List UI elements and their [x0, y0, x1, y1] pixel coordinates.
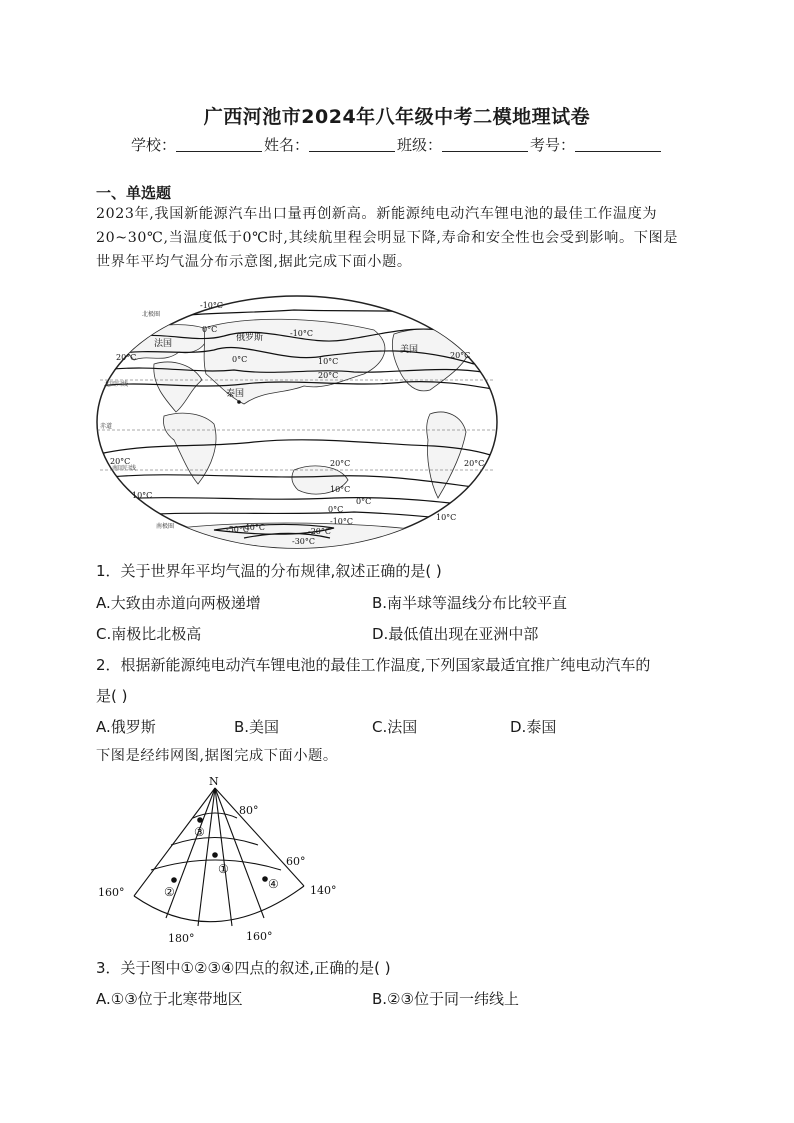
- isotherm-label: -20°C: [308, 527, 332, 536]
- point-3-label: ③: [194, 825, 205, 839]
- point-2-label: ②: [164, 885, 175, 899]
- question-2-stem-line1: 2．根据新能源纯电动汽车锂电池的最佳工作温度,下列国家最适宜推广纯电动汽车的: [96, 656, 651, 674]
- isotherm-label: -50°C: [226, 525, 250, 534]
- isotherm-label: -10°C: [330, 517, 354, 526]
- intro-line: 20~30℃,当温度低于0℃时,其续航里程会明显下降,寿命和安全性也会受到影响。下图是: [96, 230, 679, 247]
- intro-paragraph: [96, 202, 700, 274]
- parallel-line: [171, 838, 258, 846]
- isotherm-label: 20°C: [116, 353, 137, 362]
- name-blank: [309, 136, 395, 152]
- section-title: 一、单选题: [96, 184, 172, 202]
- tropic-cancer-label: 北回归线: [104, 381, 129, 388]
- isotherm-label: -10°C: [290, 329, 314, 338]
- q2-option-a[interactable]: A.俄罗斯: [96, 718, 156, 736]
- intro-2: 下图是经纬网图,据图完成下面小题。: [96, 748, 338, 764]
- isotherm-label: 10°C: [330, 485, 351, 494]
- isotherm-label: 0°C: [356, 497, 372, 506]
- q2-option-d[interactable]: D.泰国: [510, 718, 557, 736]
- isotherm-label: 10°C: [132, 491, 153, 500]
- class-label: 班级：: [397, 136, 443, 154]
- q3-option-b[interactable]: B.②③位于同一纬线上: [372, 990, 519, 1008]
- name-label: 姓名：: [263, 136, 309, 154]
- lat-label-80: 80°: [239, 804, 259, 817]
- isotherm-label: 20°C: [110, 457, 131, 466]
- isotherm-label: 20°C: [318, 371, 339, 380]
- latlong-grid-diagram: [94, 772, 344, 948]
- thailand-point: [237, 400, 241, 404]
- place-usa: 美国: [400, 345, 419, 355]
- antarctic-circle-label: 南极圈: [156, 523, 175, 530]
- lon-label-180: 180°: [168, 932, 195, 945]
- meridian-line: [198, 788, 215, 926]
- number-label: 考号：: [530, 136, 576, 154]
- world-temperature-map: [94, 294, 500, 550]
- lon-label-140: 140°: [310, 884, 337, 897]
- isotherm-label: -40°C: [242, 523, 266, 532]
- parallel-line: [134, 886, 304, 922]
- place-russia: 俄罗斯: [236, 333, 264, 343]
- isotherm-label: 0°C: [328, 505, 344, 514]
- isotherm-label: 0°C: [232, 355, 248, 364]
- question-1-stem: 1．关于世界年平均气温的分布规律,叙述正确的是( ): [96, 562, 442, 580]
- school-label: 学校：: [130, 136, 176, 154]
- intro-line: 2023年,我国新能源汽车出口量再创新高。新能源纯电动汽车锂电池的最佳工作温度为: [96, 206, 658, 222]
- question-3-stem: 3．关于图中①②③④四点的叙述,正确的是( ): [96, 959, 391, 977]
- intro-line: 世界年平均气温分布示意图,据此完成下面小题。: [96, 254, 412, 271]
- page-title: 广西河池市2024年八年级中考二模地理试卷: [203, 106, 591, 128]
- lon-label-160e: 160°: [246, 930, 273, 943]
- arctic-circle-label: 北极圈: [142, 311, 161, 318]
- isotherm-label: 0°C: [202, 325, 218, 334]
- q3-option-a[interactable]: A.①③位于北寒带地区: [96, 990, 243, 1008]
- place-thailand: 泰国: [226, 389, 245, 399]
- q2-option-c[interactable]: C.法国: [372, 718, 418, 736]
- isotherm-label: 20°C: [330, 459, 351, 468]
- meridian-line: [215, 788, 232, 926]
- point-1-label: ①: [218, 862, 229, 876]
- point-2-dot: [171, 877, 177, 883]
- school-blank: [176, 136, 262, 152]
- isotherm-label: 10°C: [436, 513, 457, 522]
- q1-option-c[interactable]: C.南极比北极高: [96, 625, 202, 643]
- point-1-dot: [212, 852, 218, 858]
- place-france: 法国: [154, 339, 173, 349]
- q1-option-b[interactable]: B.南半球等温线分布比较平直: [372, 594, 568, 612]
- point-4-label: ④: [268, 877, 279, 891]
- class-blank: [442, 136, 528, 152]
- q1-option-d[interactable]: D.最低值出现在亚洲中部: [372, 625, 539, 643]
- tropic-capricorn-label: 南回归线: [112, 465, 137, 472]
- q2-option-b[interactable]: B.美国: [234, 718, 280, 736]
- question-2-stem-line2: 是( ): [96, 687, 128, 705]
- pole-label: N: [209, 775, 219, 788]
- isotherm-label: 10°C: [318, 357, 339, 366]
- q1-option-a[interactable]: A.大致由赤道向两极递增: [96, 594, 261, 612]
- point-4-dot: [262, 876, 268, 882]
- equator-label: 赤道: [100, 423, 113, 430]
- point-3-dot: [197, 817, 203, 823]
- isotherm-label: -30°C: [292, 537, 316, 546]
- isotherm-label: 20°C: [464, 459, 485, 468]
- lon-label-160w: 160°: [98, 886, 125, 899]
- parallel-line: [151, 860, 281, 870]
- student-info-line: [0, 134, 794, 155]
- lat-label-60: 60°: [286, 855, 306, 868]
- number-blank: [575, 136, 661, 152]
- isotherm-label: -10°C: [200, 301, 224, 310]
- isotherm-label: 20°C: [450, 351, 471, 360]
